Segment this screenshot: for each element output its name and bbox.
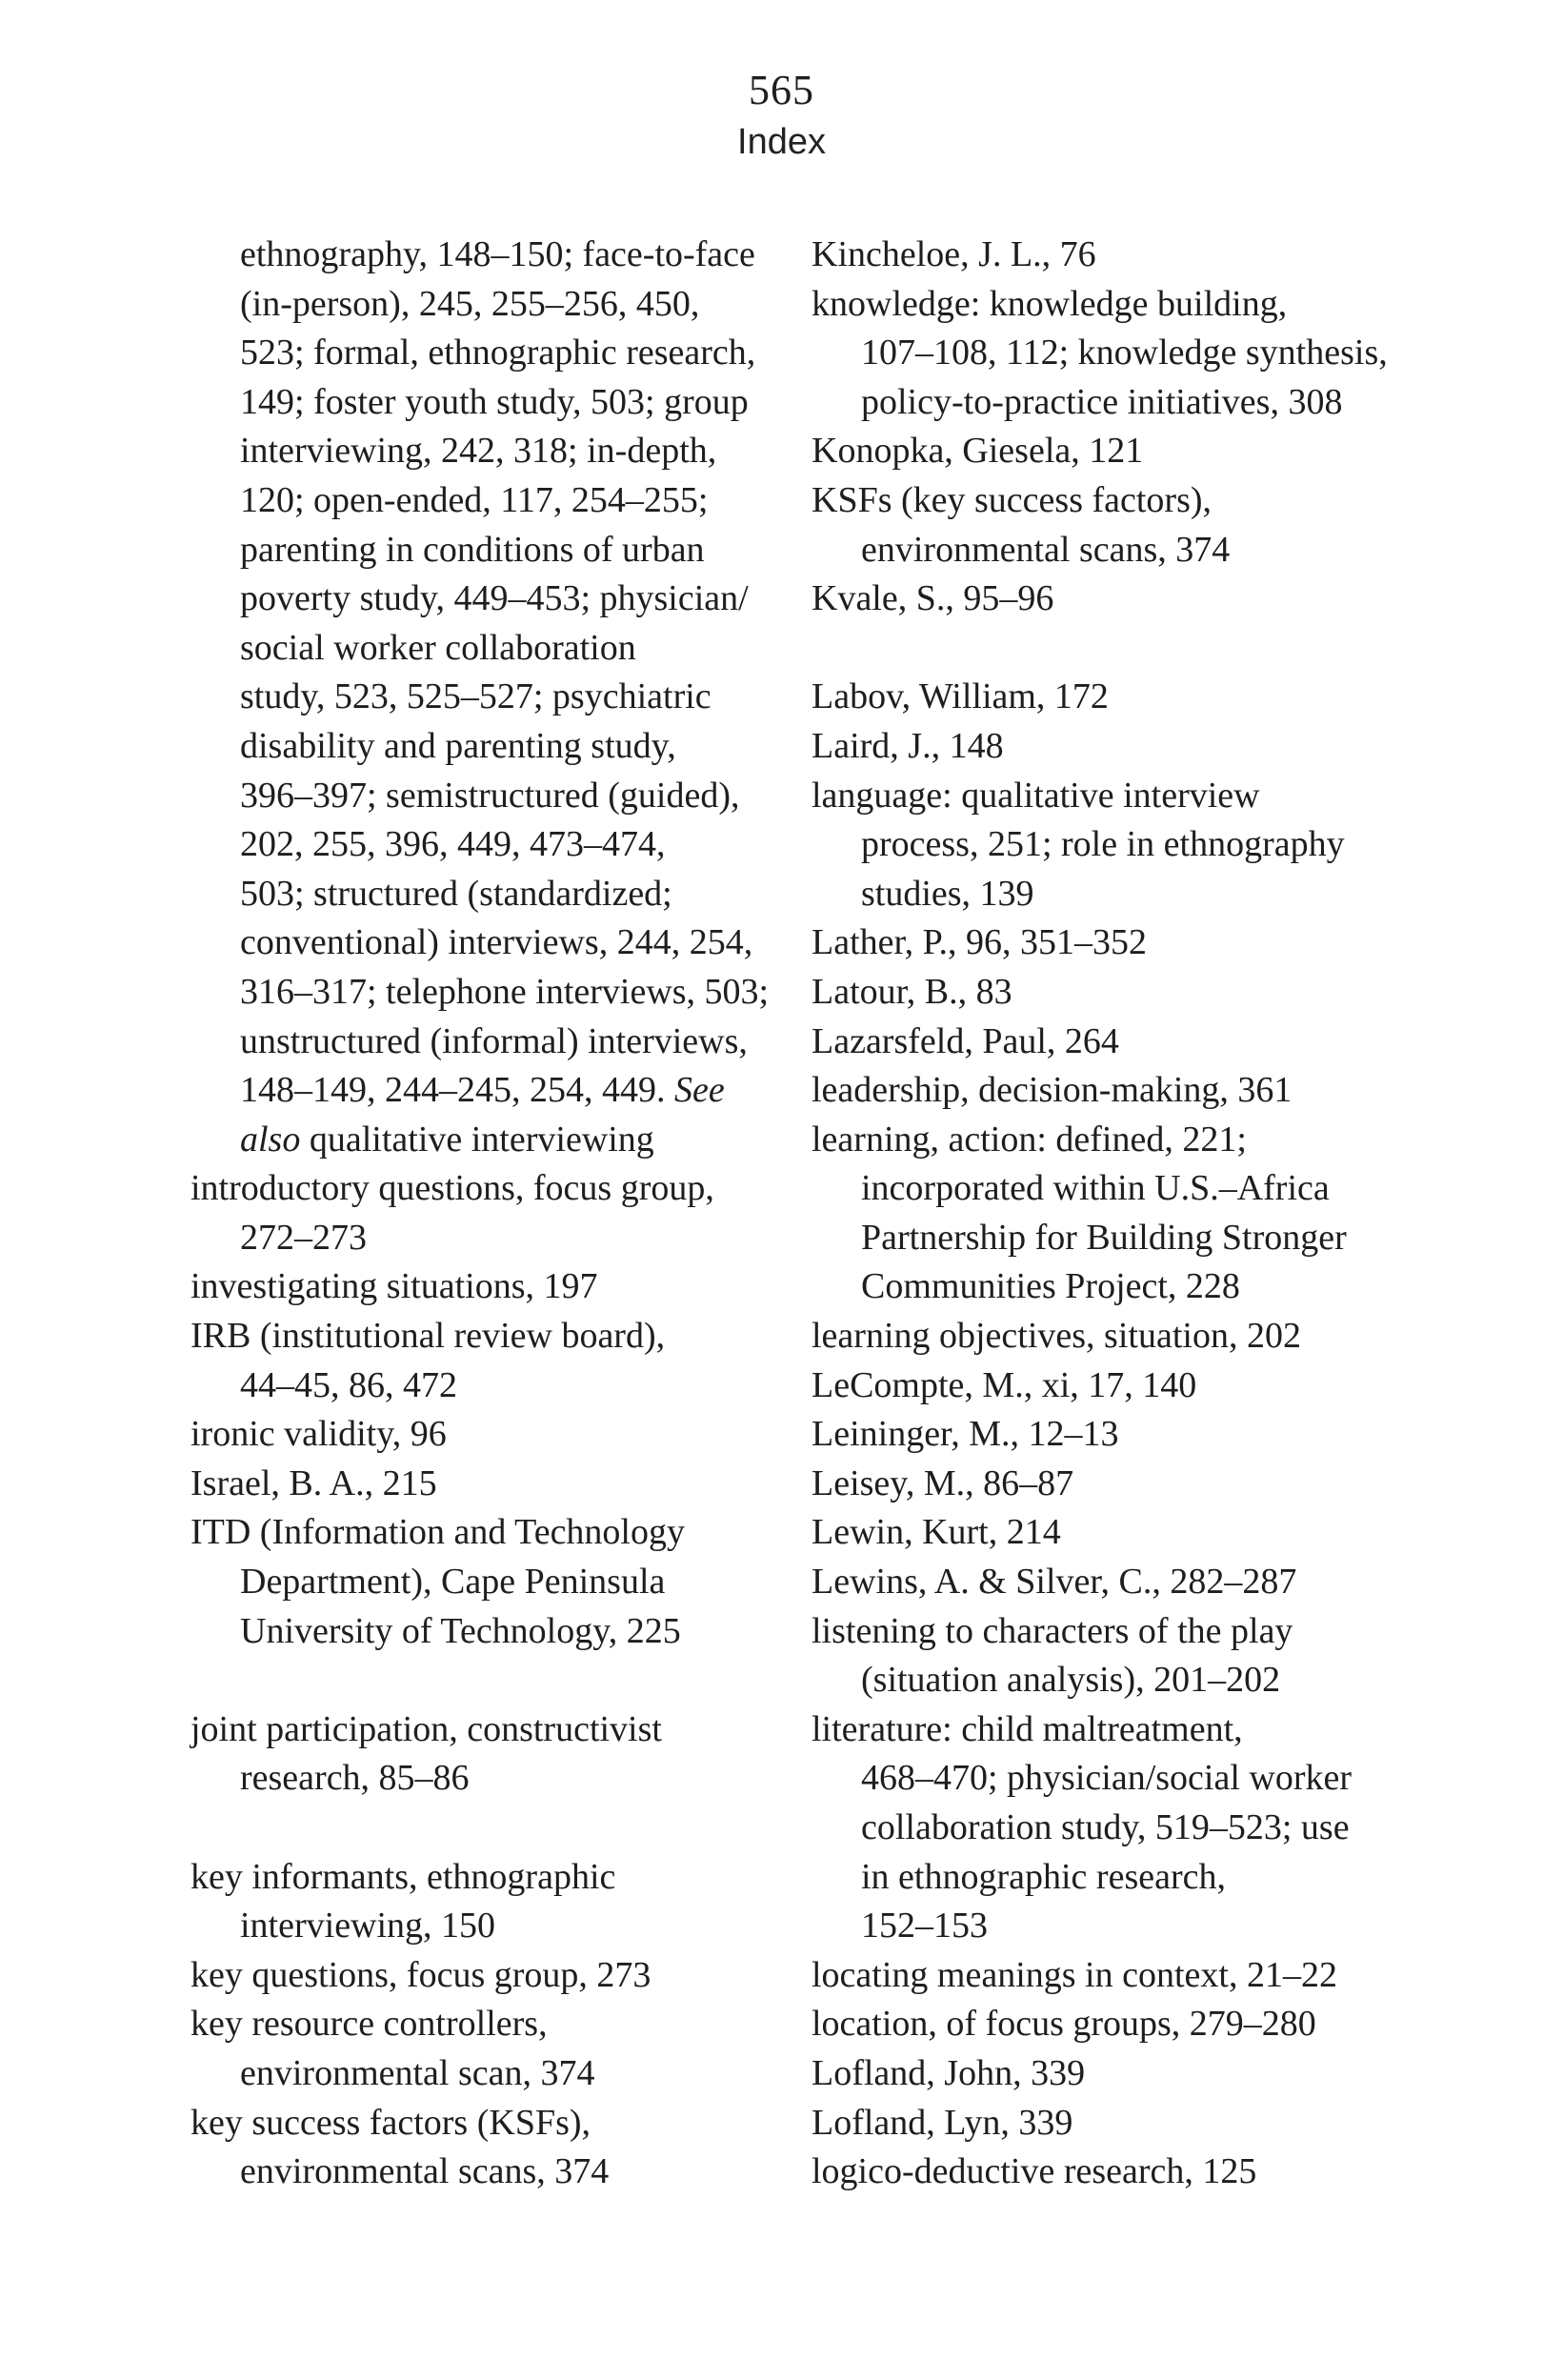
index-line bbox=[190, 1754, 791, 1804]
index-text: Kvale, S., 95–96 bbox=[812, 578, 1054, 619]
index-text: unstructured (informal) interviews, bbox=[240, 1020, 748, 1061]
index-text: in ethnographic research, bbox=[861, 1856, 1226, 1897]
index-text: listening to characters of the play bbox=[812, 1610, 1293, 1651]
index-text: Konopka, Giesela, 121 bbox=[812, 431, 1144, 472]
index-line bbox=[812, 329, 1421, 378]
index-text: 272–273 bbox=[240, 1217, 367, 1258]
index-text: LeCompte, M., xi, 17, 140 bbox=[812, 1364, 1197, 1405]
index-line bbox=[190, 1066, 791, 1116]
index-text: Leisey, M., 86–87 bbox=[812, 1462, 1074, 1503]
index-line bbox=[190, 378, 791, 428]
index-text: poverty study, 449–453; physician/ bbox=[240, 578, 749, 619]
index-line bbox=[190, 918, 791, 968]
index-text: 148–149, 244–245, 254, 449. bbox=[240, 1070, 674, 1111]
index-line bbox=[190, 820, 791, 870]
index-text: environmental scans, 374 bbox=[240, 2151, 610, 2192]
index-text: learning objectives, situation, 202 bbox=[812, 1316, 1301, 1357]
index-text: 316–317; telephone interviews, 503; bbox=[240, 971, 770, 1012]
index-line bbox=[812, 1312, 1421, 1361]
index-line bbox=[812, 1361, 1421, 1411]
index-line bbox=[190, 1410, 791, 1460]
index-line bbox=[812, 2049, 1421, 2099]
section-gap bbox=[190, 1656, 791, 1705]
index-line bbox=[812, 1656, 1421, 1705]
index-text: key informants, ethnographic bbox=[190, 1856, 616, 1897]
index-text: disability and parenting study, bbox=[240, 725, 676, 766]
index-text: Lofland, John, 339 bbox=[812, 2052, 1086, 2093]
index-line bbox=[190, 1262, 791, 1312]
index-line bbox=[812, 722, 1421, 772]
index-line bbox=[812, 427, 1421, 476]
index-line bbox=[812, 378, 1421, 428]
index-line bbox=[190, 1312, 791, 1361]
index-line bbox=[812, 1951, 1421, 2001]
index-text: IRB (institutional review board), bbox=[190, 1316, 666, 1357]
index-text: social worker collaboration bbox=[240, 627, 636, 668]
index-line bbox=[812, 1607, 1421, 1657]
index-text: interviewing, 242, 318; in-depth, bbox=[240, 431, 717, 472]
index-line bbox=[812, 1804, 1421, 1853]
index-text: environmental scan, 374 bbox=[240, 2052, 595, 2093]
index-line bbox=[190, 575, 791, 624]
index-line bbox=[190, 526, 791, 575]
index-text: joint participation, constructivist bbox=[190, 1708, 662, 1749]
index-text: KSFs (key success factors), bbox=[812, 479, 1212, 520]
index-line bbox=[812, 231, 1421, 280]
index-text: 152–153 bbox=[861, 1906, 988, 1946]
index-text: Labov, William, 172 bbox=[812, 676, 1109, 717]
index-line bbox=[812, 1853, 1421, 1903]
index-text: policy-to-practice initiatives, 308 bbox=[861, 381, 1343, 422]
section-gap bbox=[812, 624, 1421, 674]
index-text: 120; open-ended, 117, 254–255; bbox=[240, 479, 709, 520]
index-line bbox=[812, 1508, 1421, 1558]
index-column-left bbox=[190, 231, 791, 2197]
cross-reference-italic: See bbox=[674, 1070, 725, 1111]
index-line bbox=[812, 820, 1421, 870]
index-line bbox=[190, 870, 791, 919]
index-line bbox=[190, 1607, 791, 1657]
index-text: key success factors (KSFs), bbox=[190, 2102, 591, 2143]
index-line bbox=[812, 1018, 1421, 1067]
index-text: Lather, P., 96, 351–352 bbox=[812, 922, 1148, 963]
index-text: parenting in conditions of urban bbox=[240, 529, 705, 570]
index-text: learning, action: defined, 221; bbox=[812, 1119, 1247, 1160]
index-line bbox=[190, 1558, 791, 1607]
index-line bbox=[812, 1410, 1421, 1460]
index-text: Lofland, Lyn, 339 bbox=[812, 2102, 1073, 2143]
index-line bbox=[190, 722, 791, 772]
index-line bbox=[190, 624, 791, 674]
index-text: 202, 255, 396, 449, 473–474, bbox=[240, 824, 666, 865]
index-column-right bbox=[812, 231, 1421, 2197]
index-line bbox=[812, 1116, 1421, 1165]
index-text: Laird, J., 148 bbox=[812, 725, 1004, 766]
index-line bbox=[812, 1214, 1421, 1263]
index-text: ITD (Information and Technology bbox=[190, 1512, 685, 1553]
index-line bbox=[812, 2148, 1421, 2197]
index-text: Lewin, Kurt, 214 bbox=[812, 1512, 1061, 1553]
index-text: Department), Cape Peninsula bbox=[240, 1562, 666, 1603]
index-text: process, 251; role in ethnography bbox=[861, 824, 1345, 865]
index-text: Latour, B., 83 bbox=[812, 971, 1012, 1012]
index-line bbox=[812, 1558, 1421, 1607]
index-line bbox=[812, 1705, 1421, 1755]
index-text: leadership, decision-making, 361 bbox=[812, 1070, 1292, 1111]
index-text: Partnership for Building Stronger bbox=[861, 1217, 1347, 1258]
index-text: conventional) interviews, 244, 254, bbox=[240, 922, 753, 963]
index-text: Lazarsfeld, Paul, 264 bbox=[812, 1020, 1119, 1061]
index-text: 503; structured (standardized; bbox=[240, 873, 672, 914]
index-line bbox=[190, 280, 791, 330]
index-text: Kincheloe, J. L., 76 bbox=[812, 234, 1096, 274]
index-line bbox=[812, 280, 1421, 330]
index-text: Lewins, A. & Silver, C., 282–287 bbox=[812, 1562, 1297, 1603]
index-text: (in-person), 245, 255–256, 450, bbox=[240, 283, 700, 324]
index-line bbox=[190, 476, 791, 526]
index-line bbox=[812, 1902, 1421, 1951]
index-text: University of Technology, 225 bbox=[240, 1610, 681, 1651]
index-line bbox=[190, 1951, 791, 2001]
index-line bbox=[812, 1754, 1421, 1804]
index-line bbox=[812, 575, 1421, 624]
index-line bbox=[812, 968, 1421, 1018]
index-text: language: qualitative interview bbox=[812, 775, 1260, 816]
index-line bbox=[812, 526, 1421, 575]
index-text: studies, 139 bbox=[861, 873, 1034, 914]
index-line bbox=[812, 2000, 1421, 2049]
index-text: 468–470; physician/social worker bbox=[861, 1758, 1353, 1799]
cross-reference-italic: also bbox=[240, 1119, 301, 1160]
index-text: (situation analysis), 201–202 bbox=[861, 1660, 1281, 1701]
index-text: collaboration study, 519–523; use bbox=[861, 1807, 1350, 1847]
index-line bbox=[812, 1164, 1421, 1214]
index-text: location, of focus groups, 279–280 bbox=[812, 2004, 1316, 2045]
index-line bbox=[812, 1460, 1421, 1509]
index-text: key resource controllers, bbox=[190, 2004, 548, 2045]
index-line bbox=[190, 1018, 791, 1067]
index-text: 396–397; semistructured (guided), bbox=[240, 775, 740, 816]
index-text: qualitative interviewing bbox=[300, 1119, 654, 1160]
index-text: ethnography, 148–150; face-to-face bbox=[240, 234, 755, 274]
index-text: Israel, B. A., 215 bbox=[190, 1462, 437, 1503]
index-line bbox=[190, 1116, 791, 1165]
index-line bbox=[812, 476, 1421, 526]
index-line bbox=[190, 1214, 791, 1263]
index-text: study, 523, 525–527; psychiatric bbox=[240, 676, 711, 717]
index-line bbox=[190, 968, 791, 1018]
index-line bbox=[190, 2148, 791, 2197]
index-text: knowledge: knowledge building, bbox=[812, 283, 1288, 324]
page-title: Index bbox=[737, 122, 826, 162]
index-text: incorporated within U.S.–Africa bbox=[861, 1168, 1330, 1209]
section-gap bbox=[190, 1804, 791, 1853]
index-line bbox=[812, 772, 1421, 821]
index-text: logico-deductive research, 125 bbox=[812, 2151, 1257, 2192]
index-line bbox=[812, 2099, 1421, 2148]
index-line bbox=[190, 2000, 791, 2049]
index-line bbox=[190, 772, 791, 821]
index-text: interviewing, 150 bbox=[240, 1906, 496, 1946]
index-line bbox=[190, 329, 791, 378]
index-text: introductory questions, focus group, bbox=[190, 1168, 714, 1209]
index-line bbox=[190, 2099, 791, 2148]
index-text: locating meanings in context, 21–22 bbox=[812, 1954, 1337, 1995]
index-text: 149; foster youth study, 503; group bbox=[240, 381, 749, 422]
index-text: key questions, focus group, 273 bbox=[190, 1954, 651, 1995]
index-line bbox=[812, 918, 1421, 968]
index-line bbox=[190, 673, 791, 722]
index-line bbox=[812, 1066, 1421, 1116]
index-line bbox=[190, 231, 791, 280]
index-text: research, 85–86 bbox=[240, 1758, 470, 1799]
index-line bbox=[190, 1705, 791, 1755]
index-text: 107–108, 112; knowledge synthesis, bbox=[861, 333, 1388, 373]
index-line bbox=[812, 673, 1421, 722]
index-text: investigating situations, 197 bbox=[190, 1266, 598, 1307]
page-number: 565 bbox=[749, 67, 814, 113]
index-text: Leininger, M., 12–13 bbox=[812, 1414, 1119, 1455]
index-line bbox=[190, 1460, 791, 1509]
index-text: literature: child maltreatment, bbox=[812, 1708, 1243, 1749]
index-text: 523; formal, ethnographic research, bbox=[240, 333, 756, 373]
index-line bbox=[190, 2049, 791, 2099]
index-line bbox=[812, 870, 1421, 919]
index-line bbox=[190, 1853, 791, 1903]
index-line bbox=[190, 1361, 791, 1411]
index-line bbox=[190, 1164, 791, 1214]
index-line bbox=[190, 1902, 791, 1951]
index-text: ironic validity, 96 bbox=[190, 1414, 447, 1455]
index-text: environmental scans, 374 bbox=[861, 529, 1231, 570]
index-line bbox=[812, 1262, 1421, 1312]
index-text: 44–45, 86, 472 bbox=[240, 1364, 457, 1405]
index-line bbox=[190, 427, 791, 476]
index-text: Communities Project, 228 bbox=[861, 1266, 1240, 1307]
index-line bbox=[190, 1508, 791, 1558]
